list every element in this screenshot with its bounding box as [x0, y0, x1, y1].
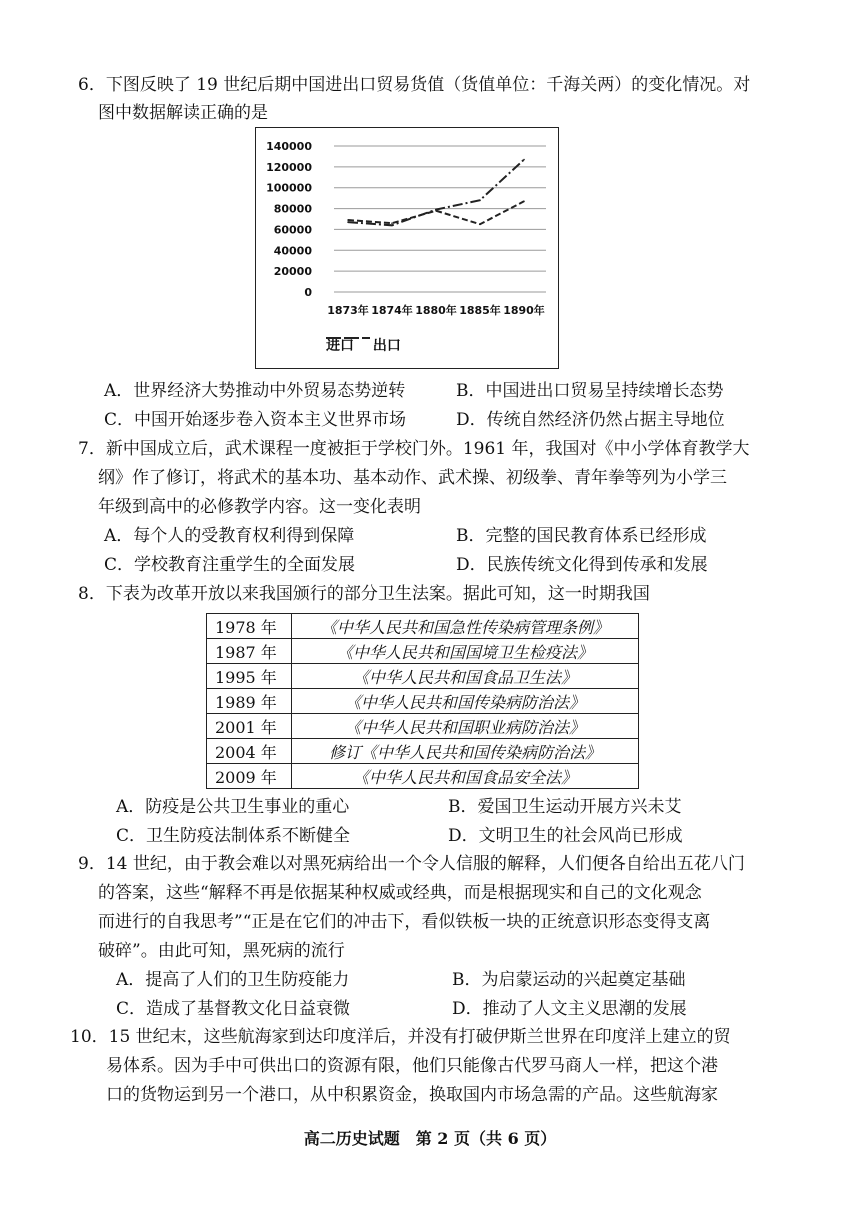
- health-law-table: [206, 613, 639, 789]
- table-row: [207, 714, 639, 739]
- table-cell-law: 《中华人民共和国传染病防治法》: [292, 689, 639, 714]
- table-cell-year: 2004 年: [207, 739, 292, 764]
- q7-option-d: D．民族传统文化得到传承和发展: [456, 555, 708, 575]
- x-tick-label: 1873年: [327, 304, 369, 317]
- data-point-export: [523, 201, 525, 203]
- table-row: [207, 764, 639, 789]
- table-cell-law: 修订《中华人民共和国传染病防治法》: [292, 739, 639, 764]
- legend-label-import: 进口: [326, 338, 354, 354]
- trade-line-chart: [255, 127, 559, 369]
- x-tick-label: 1874年: [371, 304, 413, 317]
- table-cell-year: 2001 年: [207, 714, 292, 739]
- q7-option-b: B．完整的国民教育体系已经形成: [456, 526, 707, 546]
- q9-line-2: 的答案，这些“解释不再是依据某种权威或经典，而是根据现实和自己的文化观念: [98, 883, 702, 903]
- x-tick-label: 1885年: [459, 304, 501, 317]
- q7-line-2: 纲》作了修订，将武术的基本功、基本动作、武术操、初级拳、青年拳等列为小学三: [98, 468, 727, 488]
- q8-option-c: C．卫生防疫法制体系不断健全: [116, 826, 351, 846]
- y-tick-label: 80000: [273, 202, 312, 216]
- q7-option-a: A．每个人的受教育权利得到保障: [104, 526, 355, 546]
- table-cell-year: 1989 年: [207, 689, 292, 714]
- table-row: [207, 614, 639, 639]
- q8-option-d: D．文明卫生的社会风尚已形成: [448, 826, 683, 846]
- data-point-export: [435, 210, 437, 212]
- chart-svg: [256, 128, 558, 368]
- table-cell-year: 1987 年: [207, 639, 292, 664]
- q7-option-c: C．学校教育注重学生的全面发展: [104, 555, 356, 575]
- q9-option-d: D．推动了人文主义思潮的发展: [452, 999, 687, 1019]
- legend-item-export: [373, 335, 401, 355]
- data-point-import: [347, 221, 349, 223]
- legend-swatch-export: [326, 335, 370, 341]
- data-point-export: [479, 223, 481, 225]
- q10-line-1: 10．15 世纪末，这些航海家到达印度洋后，并没有打破伊斯兰世界在印度洋上建立的贸: [70, 1027, 731, 1047]
- x-tick-label: 1890年: [503, 304, 545, 317]
- q9-line-1: 9．14 世纪，由于教会难以对黑死病给出一个令人信服的解释，人们便各自给出五花八门: [78, 854, 745, 874]
- series-line-export: [348, 201, 524, 224]
- q9-option-a: A．提高了人们的卫生防疫能力: [116, 970, 350, 990]
- table-cell-year: 1995 年: [207, 664, 292, 689]
- table-cell-law: 《中华人民共和国食品卫生法》: [292, 664, 639, 689]
- q7-line-1: 7．新中国成立后，武术课程一度被拒于学校门外。1961 年，我国对《中小学体育教学大: [78, 439, 750, 459]
- y-tick-label: 0: [304, 286, 312, 299]
- legend-label-export: 出口: [372, 338, 401, 354]
- data-point-import: [479, 199, 481, 201]
- y-tick-label: 100000: [266, 181, 312, 195]
- q9-option-b: B．为启蒙运动的兴起奠定基础: [452, 970, 686, 990]
- table-cell-law: 《中华人民共和国职业病防治法》: [292, 714, 639, 739]
- table-row: [207, 739, 639, 764]
- q6-line-1: 6．下图反映了 19 世纪后期中国进出口贸易货值（货值单位：千海关两）的变化情况。对: [78, 75, 751, 95]
- y-tick-label: 140000: [266, 140, 312, 153]
- table-cell-law: 《中华人民共和国急性传染病管理条例》: [292, 614, 639, 639]
- q10-line-2: 易体系。因为手中可供出口的资源有限，他们只能像古代罗马商人一样，把这个港: [106, 1056, 718, 1076]
- q9-line-4: 破碎”。由此可知，黑死病的流行: [98, 941, 345, 961]
- table-cell-year: 2009 年: [207, 764, 292, 789]
- q7-line-3: 年级到高中的必修教学内容。这一变化表明: [98, 497, 421, 517]
- table-cell-law: 《中华人民共和国食品安全法》: [292, 764, 639, 789]
- x-tick-label: 1880年: [415, 304, 457, 317]
- data-point-export: [347, 219, 349, 221]
- chart-legend: [326, 335, 415, 355]
- q8-option-b: B．爱国卫生运动开展方兴未艾: [448, 797, 682, 817]
- table-row: [207, 639, 639, 664]
- q8-option-a: A．防疫是公共卫生事业的重心: [116, 797, 350, 817]
- table-row: [207, 689, 639, 714]
- y-tick-label: 20000: [273, 265, 312, 279]
- data-point-import: [391, 225, 393, 227]
- y-tick-label: 60000: [273, 223, 312, 237]
- y-tick-label: 120000: [266, 160, 312, 174]
- page-footer: 高二历史试题 第 2 页（共 6 页）: [303, 1129, 557, 1148]
- q8-line-1: 8．下表为改革开放以来我国颁行的部分卫生法案。据此可知，这一时期我国: [78, 584, 650, 604]
- data-point-import: [523, 159, 525, 161]
- table-row: [207, 664, 639, 689]
- q10-line-3: 口的货物运到另一个港口，从中积累资金，换取国内市场急需的产品。这些航海家: [106, 1085, 718, 1105]
- q6-option-c: C．中国开始逐步卷入资本主义世界市场: [104, 410, 407, 430]
- y-tick-label: 40000: [273, 244, 312, 258]
- q6-option-b: B．中国进出口贸易呈持续增长态势: [456, 381, 724, 401]
- q6-option-d: D．传统自然经济仍然占据主导地位: [456, 410, 725, 430]
- table-cell-law: 《中华人民共和国国境卫生检疫法》: [292, 639, 639, 664]
- q6-line-2: 图中数据解读正确的是: [98, 103, 268, 123]
- q6-option-a: A．世界经济大势推动中外贸易态势逆转: [104, 381, 406, 401]
- table-cell-year: 1978 年: [207, 614, 292, 639]
- data-point-export: [391, 222, 393, 224]
- q9-option-c: C．造成了基督教文化日益衰微: [116, 999, 351, 1019]
- q9-line-3: 而进行的自我思考”“正是在它们的冲击下，看似铁板一块的正统意识形态变得支离: [98, 912, 711, 932]
